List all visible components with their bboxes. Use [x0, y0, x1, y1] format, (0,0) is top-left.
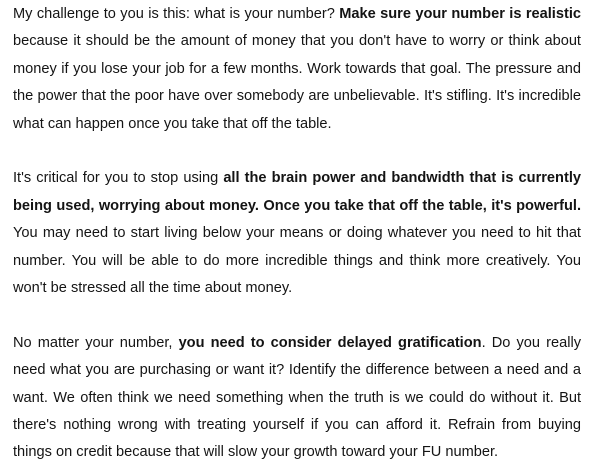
- bold-text-run: all the brain power and bandwidth that is currently being used, worrying about money. Once you take that off the table, it's powerful.: [13, 170, 581, 214]
- text-run: It's critical for you to stop using: [13, 170, 224, 187]
- paragraph: [13, 1, 581, 138]
- bold-text-run: you need to consider delayed gratification: [178, 334, 482, 351]
- text-run: . Do you really need what you are purchasing or want it? Identify the difference between a need and a want. We often think we need something when the truth is we could do without it. But there's nothing wrong with treating yourself if you can afford it. Refrain from buying things on credit because that will slow your growth toward your FU number.: [13, 334, 581, 461]
- text-run: No matter your number,: [13, 334, 179, 351]
- bold-text-run: Make sure your number is realistic: [339, 6, 581, 22]
- paragraph: [13, 330, 581, 467]
- text-run: You may need to start living below your means or doing whatever you need to hit that number. You will be able to do more incredible things and think more creatively. You won't be stressed all the time about money.: [13, 225, 581, 297]
- document-body: [13, 1, 581, 467]
- paragraph: [13, 165, 581, 302]
- text-run: My challenge to you is this: what is your number?: [13, 6, 340, 22]
- text-run: because it should be the amount of money that you don't have to worry or think about money if you lose your job for a few months. Work towards that goal. The pressure and the power that the poor have over somebody are unbelievable. It's stifling. It's incredible what can happen once you take that off the table.: [13, 33, 581, 132]
